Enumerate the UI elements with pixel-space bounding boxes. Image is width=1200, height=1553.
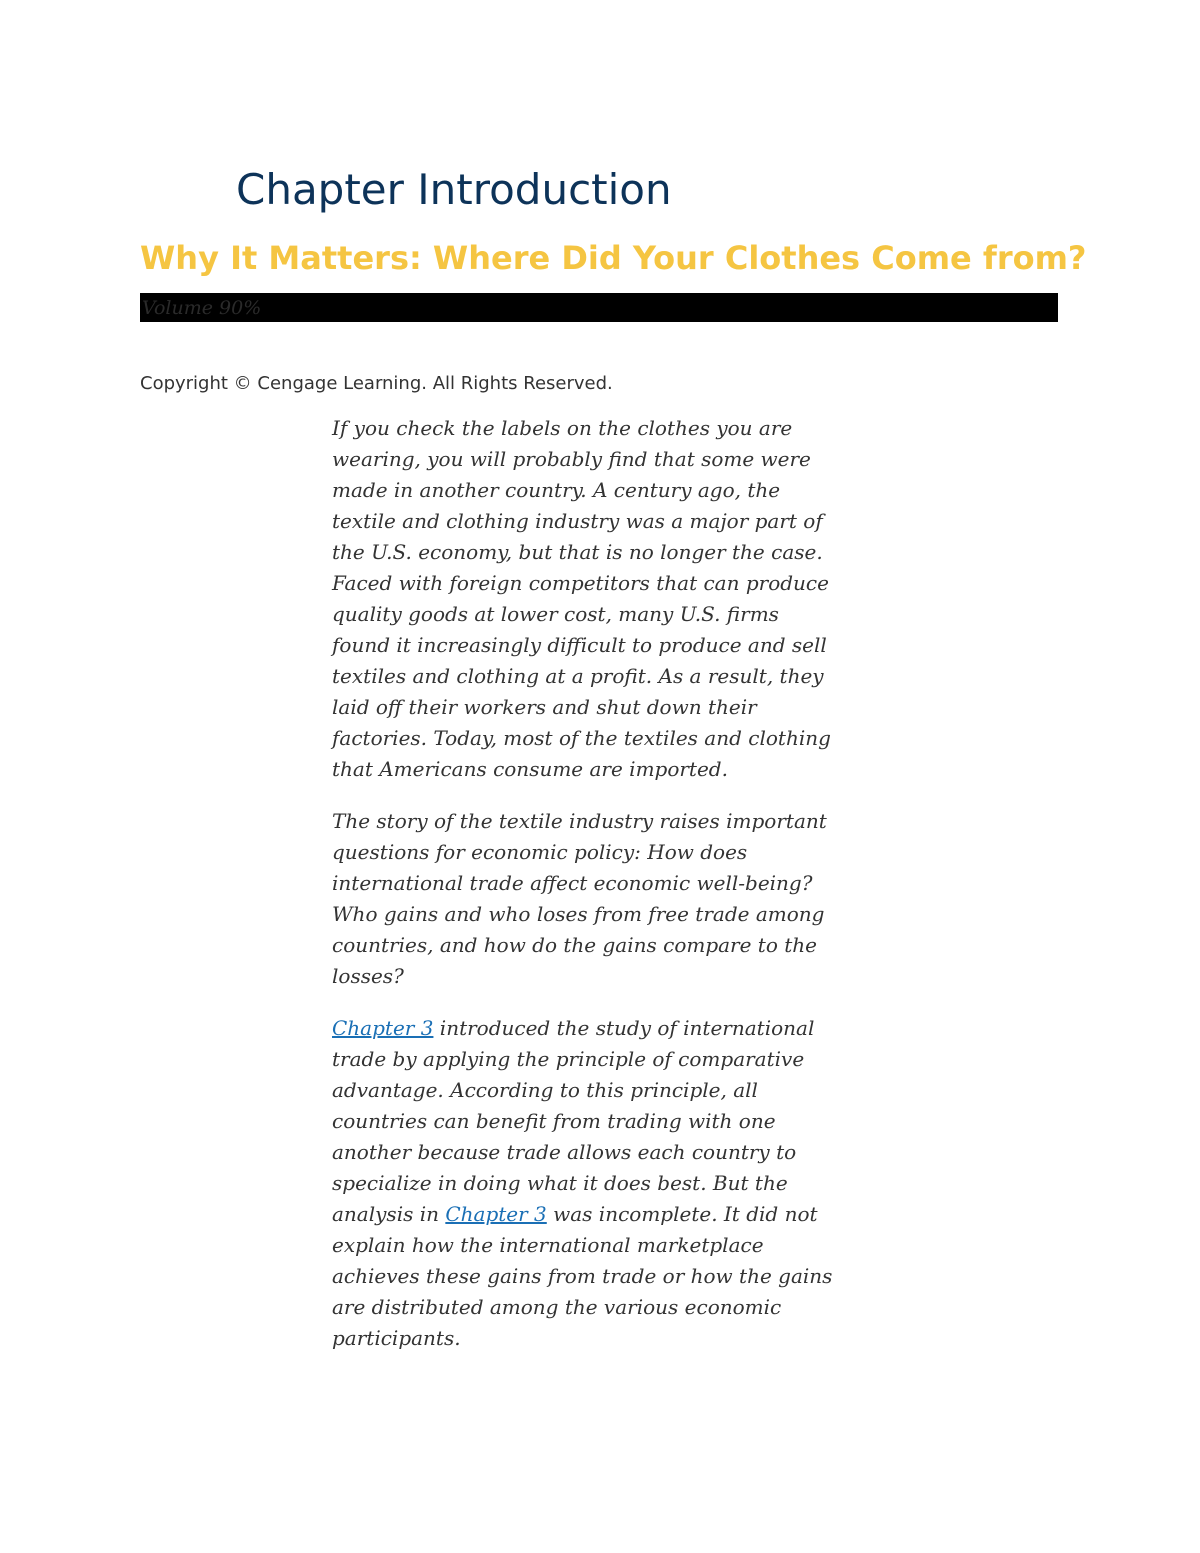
paragraph-2: [332, 806, 877, 992]
text-line: questions for economic policy: How does: [332, 840, 748, 864]
text-line: countries, and how do the gains compare to the: [332, 933, 817, 957]
text-line: textile and clothing industry was a major part of: [332, 509, 823, 533]
text-line: If you check the labels on the clothes you are: [332, 416, 793, 440]
text-line: participants.: [332, 1326, 461, 1350]
text-line: made in another country. A century ago, the: [332, 478, 781, 502]
volume-bar[interactable]: [140, 293, 1058, 322]
text-line: wearing, you will probably find that some were: [332, 447, 811, 471]
text-fragment: analysis in: [332, 1202, 446, 1226]
chapter-title: Chapter Introduction: [236, 165, 672, 214]
text-line: are distributed among the various economic: [332, 1295, 782, 1319]
text-line: laid off their workers and shut down their: [332, 695, 757, 719]
chapter-3-link[interactable]: Chapter 3: [332, 1016, 434, 1040]
text-line: found it increasingly difficult to produce and sell: [332, 633, 827, 657]
paragraph-3: [332, 1013, 877, 1354]
text-line: explain how the international marketplace: [332, 1233, 764, 1257]
text-line: [332, 1199, 877, 1230]
text-line: Who gains and who loses from free trade among: [332, 902, 825, 926]
text-line: The story of the textile industry raises important: [332, 809, 827, 833]
text-line: achieves these gains from trade or how the gains: [332, 1264, 833, 1288]
text-line: the U.S. economy, but that is no longer the case.: [332, 540, 823, 564]
text-line: international trade affect economic well-being?: [332, 871, 813, 895]
text-line: losses?: [332, 964, 404, 988]
text-line: textiles and clothing at a profit. As a result, they: [332, 664, 824, 688]
copyright-notice: Copyright © Cengage Learning. All Rights Reserved.: [140, 373, 613, 394]
text-line: factories. Today, most of the textiles and clothing: [332, 726, 831, 750]
text-line: trade by applying the principle of comparative: [332, 1047, 805, 1071]
paragraph-1: [332, 413, 877, 785]
text-fragment: introduced the study of international: [433, 1016, 815, 1040]
text-line: [332, 1013, 877, 1044]
text-line: quality goods at lower cost, many U.S. firms: [332, 602, 779, 626]
text-line: specialize in doing what it does best. But the: [332, 1171, 788, 1195]
section-title: Why It Matters: Where Did Your Clothes Come from?: [140, 239, 1087, 277]
text-fragment: was incomplete. It did not: [546, 1202, 818, 1226]
text-line: advantage. According to this principle, all: [332, 1078, 758, 1102]
text-line: countries can benefit from trading with one: [332, 1109, 776, 1133]
body-text: [332, 413, 877, 1375]
chapter-3-link[interactable]: Chapter 3: [445, 1202, 547, 1226]
text-line: another because trade allows each country to: [332, 1140, 797, 1164]
volume-label: Volume 90%: [142, 297, 262, 319]
text-line: Faced with foreign competitors that can produce: [332, 571, 829, 595]
text-line: that Americans consume are imported.: [332, 757, 728, 781]
